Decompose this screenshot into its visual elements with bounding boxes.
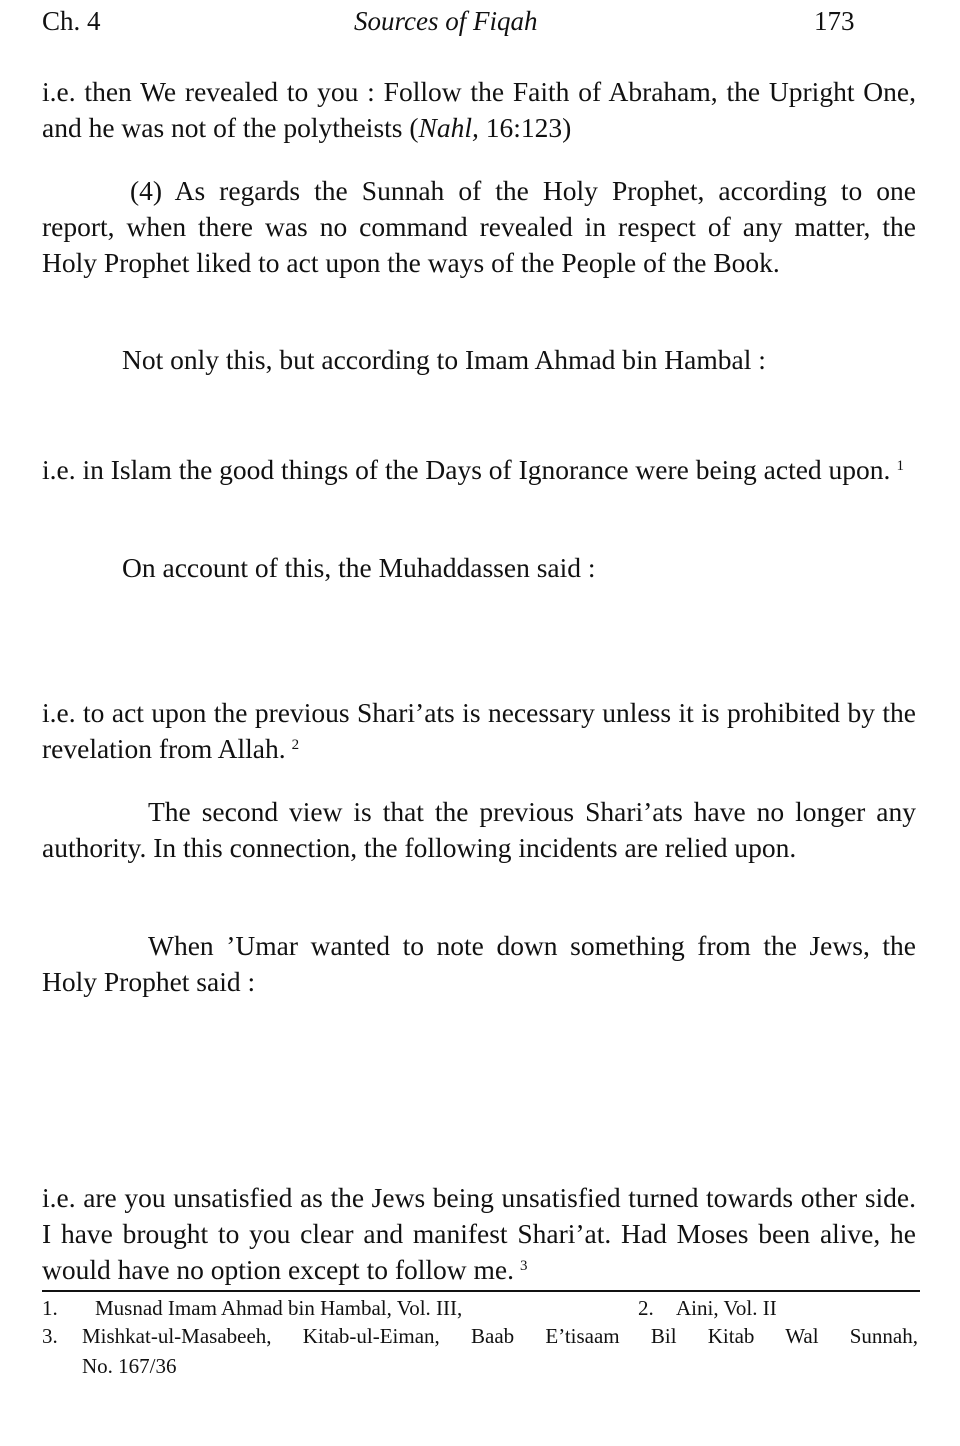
paragraph-1 [42, 74, 916, 146]
paragraph-3: Not only this, but according to Imam Ahmad bin Hambal : [122, 344, 766, 375]
book-title: Sources of Fiqah [354, 6, 538, 36]
chapter-label: Ch. 4 [42, 6, 101, 36]
paragraph-4-text: i.e. in Islam the good things of the Days of Ignorance were being acted upon. [42, 454, 891, 485]
paragraph-7: The second view is that the previous Shari’ats have no longer any authority. In this connection, the following incidents are relied upon. [42, 796, 916, 863]
footnote-marker-1: 1 [896, 458, 904, 474]
paragraph-6 [42, 695, 916, 767]
footnote-3-continuation: No. 167/36 [82, 1354, 177, 1378]
paragraph-8: When ’Umar wanted to note down something from the Jews, the Holy Prophet said : [42, 930, 916, 997]
page-number: 173 [814, 6, 855, 36]
footnote-2-number: 2. [638, 1296, 654, 1320]
footnote-marker-3: 3 [520, 1258, 528, 1274]
footnote-1-number: 1. [42, 1296, 58, 1320]
paragraph-9 [42, 1180, 916, 1288]
footnote-3-number: 3. [42, 1324, 58, 1348]
paragraph-4 [42, 452, 916, 488]
paragraph-6-text: i.e. to act upon the previous Shari’ats is necessary unless it is prohibited by the revelation from Allah. [42, 697, 916, 764]
paragraph-2: (4) As regards the Sunnah of the Holy Prophet, according to one report, when there was no command revealed in respect of any matter, the Holy Prophet liked to act upon the ways of the People of the Book. [42, 175, 916, 278]
paragraph-1-text: i.e. then We revealed to you : Follow the Faith of Abraham, the Upright One, and he was not of the polytheists ( [42, 76, 916, 143]
footnote-1-text: Musnad Imam Ahmad bin Hambal, Vol. III, [95, 1296, 463, 1320]
paragraph-5: On account of this, the Muhaddassen said : [122, 552, 596, 583]
quran-reference-surah: Nahl, [418, 112, 479, 143]
footnote-2-text: Aini, Vol. II [676, 1296, 777, 1320]
footnote-3-text: Mishkat-ul-Masabeeh, Kitab-ul-Eiman, Baab E’tisaam Bil Kitab Wal Sunnah, [82, 1324, 918, 1348]
footnote-marker-2: 2 [291, 737, 300, 753]
quran-reference-verse: 16:123) [478, 112, 572, 143]
paragraph-9-text: i.e. are you unsatisfied as the Jews being unsatisfied turned towards other side. I have brought to you clear and manifest Shari’at. Had Moses been alive, he would have no option except to follow me. [42, 1182, 916, 1285]
footnote-divider [42, 1290, 920, 1292]
running-header [42, 4, 862, 38]
